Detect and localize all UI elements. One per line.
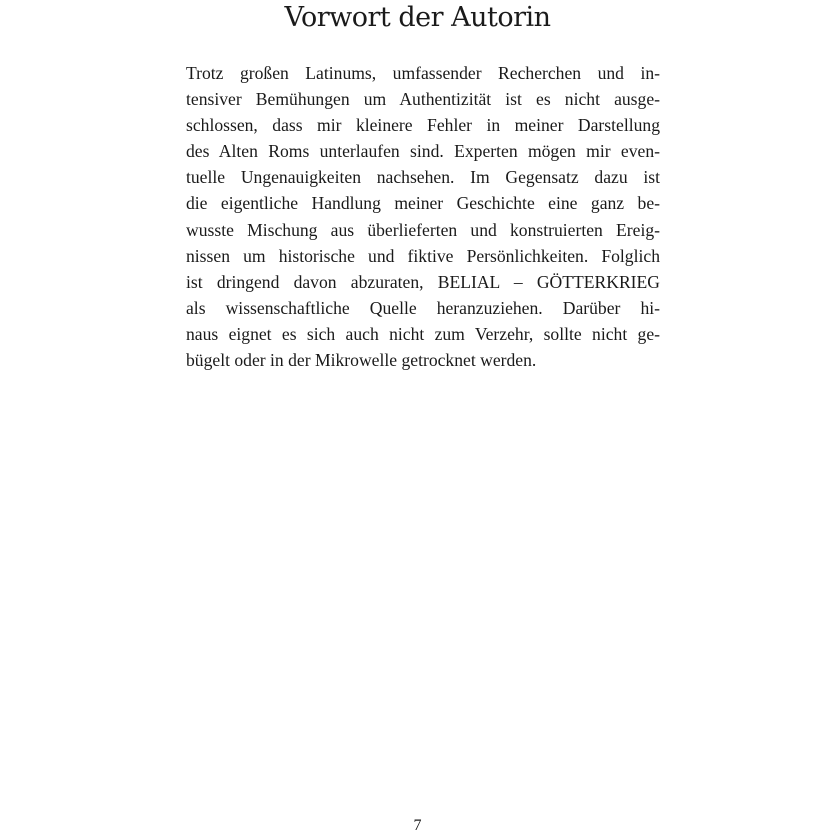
paragraph-line: schlossen, dass mir kleinere Fehler in meiner Darstellung: [186, 115, 660, 136]
paragraph-line: ist dringend davon abzuraten, BELIAL – GÖTTERKRIEG: [186, 271, 660, 292]
paragraph-line: naus eignet es sich auch nicht zum Verzehr, sollte nicht ge-: [186, 323, 660, 344]
paragraph-line: des Alten Roms unterlaufen sind. Experten mögen mir even-: [186, 141, 660, 162]
paragraph-line: nissen um historische und fiktive Persönlichkeiten. Folglich: [186, 245, 660, 266]
paragraph-line: Trotz großen Latinums, umfassender Recherchen und in-: [186, 63, 660, 83]
paragraph-line: als wissenschaftliche Quelle heranzuziehen. Darüber hi-: [186, 297, 660, 318]
paragraph-line: die eigentliche Handlung meiner Geschichte eine ganz be-: [186, 193, 660, 214]
paragraph-line: wusste Mischung aus überlieferten und konstruierten Ereig-: [186, 219, 660, 240]
chapter-title: Vorwort der Autorin: [284, 2, 551, 33]
page-number: 7: [413, 817, 422, 834]
paragraph-line: bügelt oder in der Mikrowelle getrocknet werden.: [186, 350, 537, 371]
body-paragraph: [186, 60, 660, 373]
paragraph-line: tensiver Bemühungen um Authentizität ist es nicht ausge-: [186, 89, 660, 110]
paragraph-line: tuelle Ungenauigkeiten nachsehen. Im Gegensatz dazu ist: [186, 167, 660, 188]
